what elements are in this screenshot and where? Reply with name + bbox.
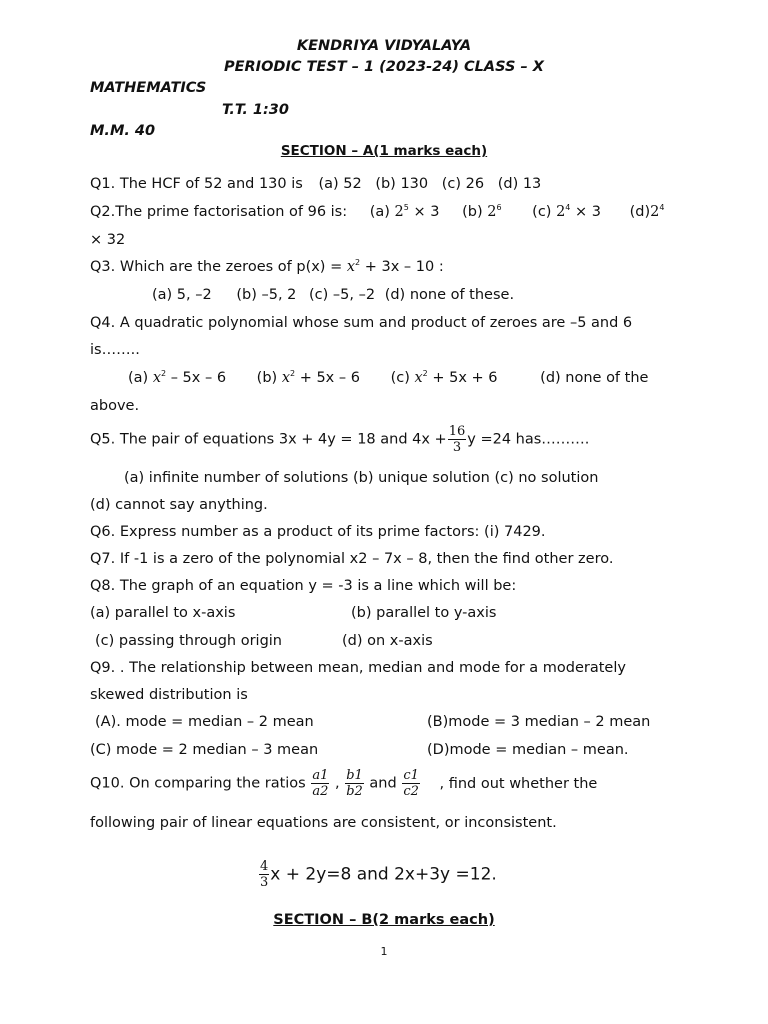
question-9-continued: skewed distribution is (90, 687, 248, 703)
school-name: KENDRIYA VIDYALAYA (296, 38, 472, 54)
q4-option-a: (a) $x^2 - 5x - 6$ (128, 369, 227, 386)
q9-option-b: (B)mode = 3 median – 2 mean (427, 714, 651, 730)
q1-option-a: (a) 52 (318, 176, 362, 192)
q9-option-a: (A). mode = median – 2 mean (95, 714, 314, 730)
max-marks-label: M.M. 40 (90, 123, 156, 139)
q5-options-line-1: (a) infinite number of solutions (b) unique solution (c) no solution (124, 470, 599, 486)
subject-label: MATHEMATICS (90, 80, 207, 96)
q4-options (128, 370, 648, 386)
q1-option-b: (b) 130 (375, 176, 429, 192)
q4-option-b: (b) $x^2 + 5x - 6$ (256, 369, 360, 386)
question-1 (90, 176, 541, 192)
q8-option-b: (b) parallel to y-axis (351, 605, 497, 621)
q2-option-d-continued: × 32 (90, 232, 126, 248)
question-4: Q4. A quadratic polynomial whose sum and product of zeroes are –5 and 6 (90, 315, 633, 331)
section-a-heading: SECTION – A(1 marks each) (280, 143, 488, 159)
q10-ratio-c: $\frac{c1}{c2}$ (403, 768, 419, 799)
page-number: 1 (380, 945, 388, 958)
question-6: Q6. Express number as a product of its prime factors: (i) 7429. (90, 524, 546, 540)
q3-option-b: (b) –5, 2 (236, 287, 297, 303)
q8-option-d: (d) on x-axis (342, 633, 433, 649)
q3-option-c: (c) –5, –2 (309, 287, 376, 303)
question-7: Q7. If -1 is a zero of the polynomial x2 – 7x – 8, then the find other zero. (90, 551, 614, 567)
q5-options-line-2: (d) cannot say anything. (90, 497, 268, 513)
time-label: T.T. 1:30 (222, 102, 289, 118)
section-b-heading: SECTION – B(2 marks each) (273, 912, 495, 928)
q8-option-c: (c) passing through origin (95, 633, 282, 649)
q5-fraction: $\frac{16}{3}$ (448, 424, 466, 455)
q2-option-b: (b) $2^6$ (462, 203, 502, 220)
q4-option-d-continued: above. (90, 398, 140, 414)
q3-option-d: (d) none of these. (384, 287, 515, 303)
q2-option-c: (c) $2^4 \times 3$ (532, 203, 601, 220)
q1-option-c: (c) 26 (441, 176, 485, 192)
q10-equation-fraction: $\frac{4}{3}$ (260, 859, 269, 890)
question-9: Q9. . The relationship between mean, median and mode for a moderately (90, 660, 626, 676)
question-2 (90, 204, 664, 220)
q1-text: Q1. The HCF of 52 and 130 is (90, 176, 303, 192)
q9-option-c: (C) mode = 2 median – 3 mean (90, 742, 319, 758)
q2-option-d: $(d)2^4$ (629, 203, 665, 220)
q2-option-a: (a) $2^5 \times 3$ (369, 203, 440, 220)
q1-option-d: (d) 13 (497, 176, 542, 192)
q10-ratio-a: $\frac{a1}{a2}$ (312, 768, 329, 799)
question-3: Q3. Which are the zeroes of $p(x) = x^2 + 3x - 10$ : (90, 258, 444, 275)
question-4-continued: is…….. (90, 342, 140, 358)
q10-ratio-b: $\frac{b1}{b2}$ (346, 768, 363, 799)
q9-option-d: (D)mode = median – mean. (427, 742, 629, 758)
q2-text: Q2.The prime factorisation of 96 is: (90, 204, 348, 220)
q8-option-a: (a) parallel to x-axis (90, 605, 236, 621)
question-8: Q8. The graph of an equation y = -3 is a line which will be: (90, 578, 517, 594)
q3-options (152, 287, 514, 303)
question-10: Q10. On comparing the ratios $\frac{a1}{a2}$ , $\frac{b1}{b2}$ and $\frac{c1}{c2}$ , find out whether the (90, 768, 598, 799)
q3-option-a: (a) 5, –2 (152, 287, 212, 303)
q10-equations: $\frac{4}{3}$ x + 2y=8 and 2x+3y =12. (260, 859, 497, 890)
q4-option-d: (d) none of the (540, 370, 649, 386)
question-10-continued: following pair of linear equations are consistent, or inconsistent. (90, 815, 557, 831)
question-5: Q5. The pair of equations 3x + 4y = 18 and 4x + $\frac{16}{3}$ y =24 has………. (90, 424, 590, 455)
test-title: PERIODIC TEST – 1 (2023-24) CLASS – X (223, 59, 544, 75)
q4-option-c: (c) $x^2 + 5x + 6$ (390, 369, 498, 386)
